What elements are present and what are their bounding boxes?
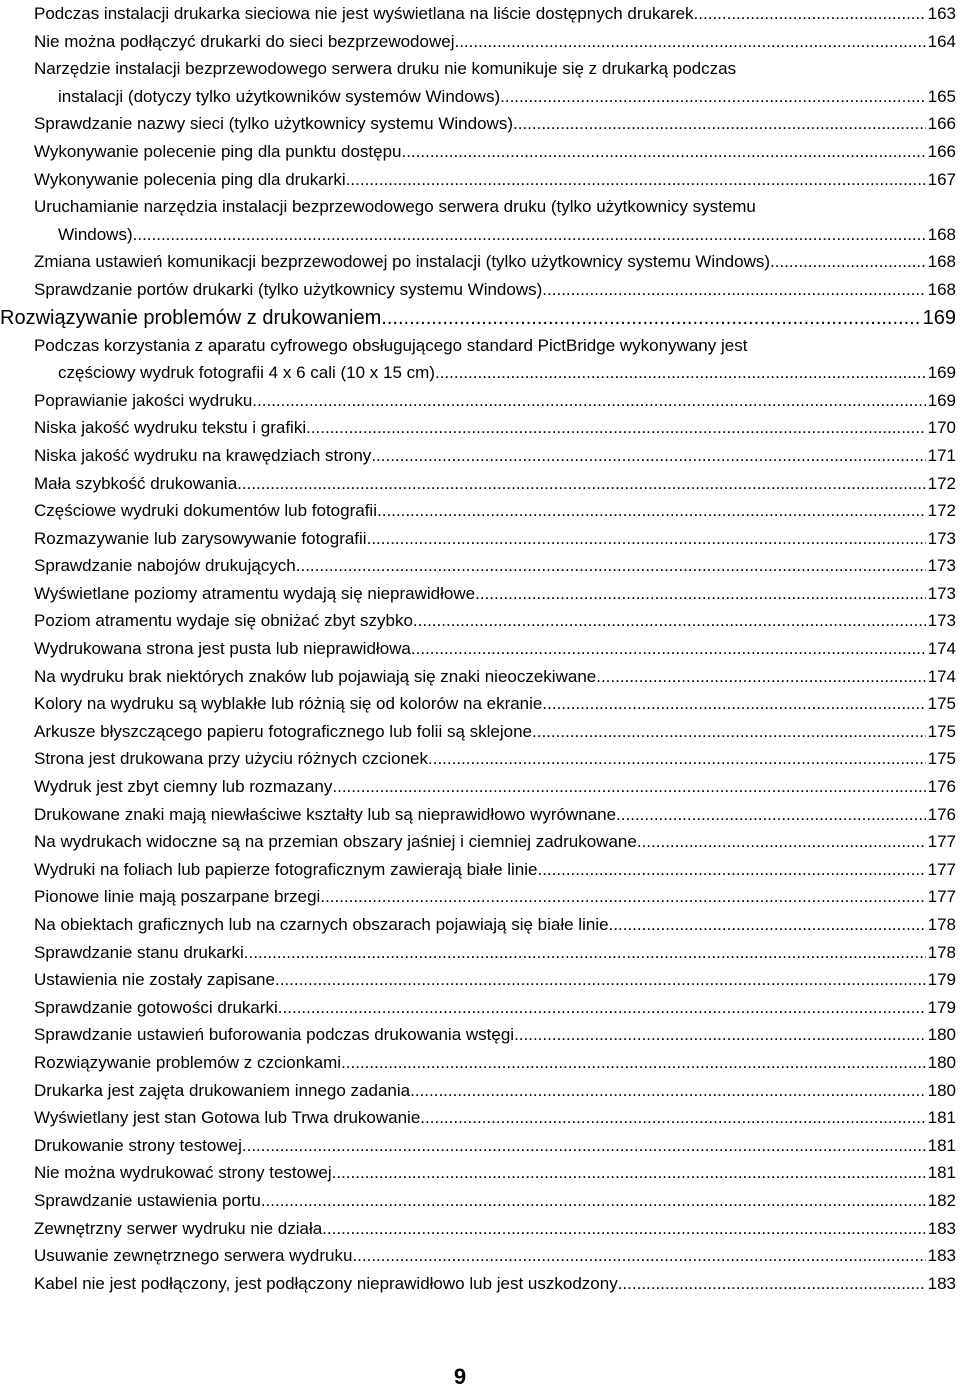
toc-entry-title: Pionowe linie mają poszarpane brzegi xyxy=(34,887,321,907)
toc-entry[interactable] xyxy=(0,166,960,194)
toc-entry[interactable] xyxy=(0,1215,960,1243)
toc-page-number: 164 xyxy=(927,31,956,51)
toc-entry-title: instalacji (dotyczy tylko użytkowników systemów Windows) xyxy=(58,86,501,106)
toc-entry-title: Wydruk jest zbyt ciemny lub rozmazany xyxy=(34,777,333,797)
dot-leader xyxy=(401,138,925,166)
toc-page-number: 181 xyxy=(927,1108,956,1128)
toc-page-number: 168 xyxy=(927,252,956,272)
toc-entry-title: Arkusze błyszczącego papieru fotograficznego lub folii są sklejone xyxy=(34,721,532,741)
toc-page-number: 183 xyxy=(927,1218,956,1238)
toc-page-number: 175 xyxy=(927,721,956,741)
dot-leader xyxy=(428,745,926,773)
toc-entry[interactable] xyxy=(0,635,960,663)
toc-entry-title: Nie można wydrukować strony testowej xyxy=(34,1163,332,1183)
toc-entry[interactable] xyxy=(0,470,960,498)
toc-entry[interactable] xyxy=(0,1104,960,1132)
toc-entry[interactable] xyxy=(0,525,960,553)
dot-leader xyxy=(513,110,926,138)
toc-entry[interactable] xyxy=(0,856,960,884)
toc-page-number: 177 xyxy=(927,887,956,907)
dot-leader xyxy=(278,994,926,1022)
toc-entry-title: Sprawdzanie nabojów drukujących xyxy=(34,556,296,576)
toc-page-number: 169 xyxy=(927,363,956,383)
toc-entry-title: Wykonywanie polecenie ping dla punktu dostępu xyxy=(34,141,402,161)
toc-page-number: 177 xyxy=(927,859,956,879)
dot-leader xyxy=(532,718,926,746)
toc-entry-title: Drukowanie strony testowej xyxy=(34,1135,242,1155)
toc-page-number: 181 xyxy=(927,1163,956,1183)
toc-entry[interactable] xyxy=(0,801,960,829)
toc-page-number: 170 xyxy=(927,418,956,438)
toc-entry-title: Sprawdzanie ustawień buforowania podczas drukowania wstęgi xyxy=(34,1025,515,1045)
toc-page-number: 163 xyxy=(927,4,956,23)
toc-entry[interactable] xyxy=(0,332,960,387)
toc-page-number: 176 xyxy=(927,777,956,797)
dot-leader xyxy=(537,856,925,884)
toc-entry[interactable] xyxy=(0,1187,960,1215)
dot-leader xyxy=(252,387,925,415)
toc-entry-title: Zmiana ustawień komunikacji bezprzewodowej po instalacji (tylko użytkownicy systemu Windows) xyxy=(34,252,771,272)
toc-entry-title: Niska jakość wydruku tekstu i grafiki xyxy=(34,418,307,438)
dot-leader xyxy=(371,442,925,470)
dot-leader xyxy=(435,359,926,387)
toc-entry[interactable] xyxy=(0,414,960,442)
dot-leader xyxy=(237,470,925,498)
toc-entry[interactable] xyxy=(0,28,960,56)
toc-page-number: 183 xyxy=(927,1246,956,1266)
toc-entry-title: Ustawienia nie zostały zapisane xyxy=(34,970,275,990)
toc-page-number: 173 xyxy=(927,611,956,631)
page-number: 9 xyxy=(453,1364,467,1389)
toc-page-number: 181 xyxy=(927,1135,956,1155)
toc-page-number: 182 xyxy=(927,1190,956,1210)
toc-entry-title: Drukowane znaki mają niewłaściwe kształty lub są nieprawidłowo wyrównane xyxy=(34,804,617,824)
toc-entry[interactable] xyxy=(0,773,960,801)
dot-leader xyxy=(242,1132,926,1160)
toc-entry-title: Rozwiązywanie problemów z czcionkami xyxy=(34,1052,342,1072)
toc-entry[interactable] xyxy=(0,442,960,470)
dot-leader xyxy=(332,1159,926,1187)
toc-entry-title: Sprawdzanie portów drukarki (tylko użytkownicy systemu Windows) xyxy=(34,279,543,299)
toc-entry-title: Kabel nie jest podłączony, jest podłączony nieprawidłowo lub jest uszkodzony xyxy=(34,1273,618,1293)
toc-entry[interactable] xyxy=(0,994,960,1022)
dot-leader xyxy=(616,801,926,829)
toc-entry-title: Wyświetlany jest stan Gotowa lub Trwa drukowanie xyxy=(34,1108,421,1128)
toc-page-number: 179 xyxy=(927,970,956,990)
toc-entry[interactable] xyxy=(0,1159,960,1187)
dot-leader xyxy=(367,525,926,553)
toc-section-heading[interactable] xyxy=(0,304,960,332)
dot-leader xyxy=(410,1077,926,1105)
dot-leader xyxy=(261,1187,926,1215)
dot-leader xyxy=(377,497,926,525)
toc-entry[interactable] xyxy=(0,1132,960,1160)
dot-leader xyxy=(275,966,926,994)
dot-leader xyxy=(542,690,925,718)
toc-entry-title: Nie można podłączyć drukarki do sieci bezprzewodowej. xyxy=(34,31,460,51)
toc-entry-title: Strona jest drukowana przy użyciu różnych czcionek xyxy=(34,749,429,769)
toc-page-number: 180 xyxy=(927,1080,956,1100)
dot-leader xyxy=(500,83,926,111)
dot-leader xyxy=(332,773,925,801)
toc-entry[interactable] xyxy=(0,745,960,773)
toc-page-number: 172 xyxy=(927,473,956,493)
toc-page-number: 180 xyxy=(927,1025,956,1045)
toc-page-number: 180 xyxy=(927,1052,956,1072)
toc-entry-title: Uruchamianie narzędzia instalacji bezprzewodowego serwera druku (tylko użytkownicy systemu xyxy=(34,197,756,217)
toc-page-number: 168 xyxy=(927,224,956,244)
toc-entry[interactable] xyxy=(0,1049,960,1077)
toc-page-number: 177 xyxy=(927,832,956,852)
toc-page-number: 166 xyxy=(927,114,956,134)
toc-page-number: 173 xyxy=(927,583,956,603)
toc-entry-title: Na obiektach graficznych lub na czarnych obszarach pojawiają się białe linie xyxy=(34,915,609,934)
dot-leader xyxy=(609,911,926,939)
toc-entry-title: Sprawdzanie nazwy sieci (tylko użytkownicy systemu Windows) xyxy=(34,114,513,134)
dot-leader xyxy=(411,635,926,663)
toc-entry[interactable] xyxy=(0,276,960,304)
toc-entry-title: Rozmazywanie lub zarysowywanie fotografii xyxy=(34,528,367,548)
toc-entry-title: Wydrukowana strona jest pusta lub nieprawidłowa xyxy=(34,639,411,659)
toc-page-number: 178 xyxy=(927,915,956,934)
toc-entry-title: Sprawdzanie gotowości drukarki xyxy=(34,997,278,1017)
dot-leader xyxy=(618,1270,926,1298)
toc-entry-title: Poprawianie jakości wydruku xyxy=(34,390,253,410)
toc-entry-title: Wyświetlane poziomy atramentu wydają się nieprawidłowe xyxy=(34,583,476,603)
toc-page-number: 166 xyxy=(927,141,956,161)
toc-page-number: 174 xyxy=(927,666,956,686)
toc-entry-title: Usuwanie zewnętrznego serwera wydruku xyxy=(34,1246,353,1266)
toc-entry[interactable] xyxy=(0,193,960,248)
dot-leader xyxy=(296,552,926,580)
toc-entry-title: Sprawdzanie ustawienia portu xyxy=(34,1190,261,1210)
dot-leader xyxy=(637,828,926,856)
toc-entry-title: Rozwiązywanie problemów z drukowaniem xyxy=(0,306,382,329)
dot-leader xyxy=(601,663,926,691)
toc-entry-title: Podczas korzystania z aparatu cyfrowego obsługującego standard PictBridge wykonywany jest xyxy=(34,335,748,355)
dot-leader xyxy=(341,1049,926,1077)
toc-entry[interactable] xyxy=(0,1021,960,1049)
dot-leader xyxy=(133,221,926,249)
dot-leader xyxy=(542,276,925,304)
toc-page-number: 173 xyxy=(927,556,956,576)
toc-entry[interactable] xyxy=(0,552,960,580)
toc-entry[interactable] xyxy=(0,883,960,911)
dot-leader xyxy=(418,607,926,635)
toc-page-number: 175 xyxy=(927,749,956,769)
dot-leader xyxy=(381,304,920,332)
toc-page-number: 178 xyxy=(927,942,956,962)
toc-entry-title: Częściowe wydruki dokumentów lub fotografii xyxy=(34,501,377,521)
toc-entry-title: Mała szybkość drukowania xyxy=(34,473,238,493)
toc-page-number: 169 xyxy=(922,306,956,329)
toc-entry-title: Wykonywanie polecenia ping dla drukarki xyxy=(34,169,346,189)
toc-entry[interactable] xyxy=(0,966,960,994)
toc-entry-title: Drukarka jest zajęta drukowaniem innego zadania xyxy=(34,1080,411,1100)
toc-entry-title: Poziom atramentu wydaje się obniżać zbyt szybko. xyxy=(34,611,418,631)
toc-entry-title: Sprawdzanie stanu drukarki xyxy=(34,942,244,962)
toc-entry[interactable] xyxy=(0,663,960,691)
toc-page-number: 167 xyxy=(927,169,956,189)
dot-leader xyxy=(244,939,926,967)
toc-page-number: 183 xyxy=(927,1273,956,1293)
dot-leader xyxy=(322,1215,925,1243)
toc-page-number: 179 xyxy=(927,997,956,1017)
toc-entry[interactable] xyxy=(0,1077,960,1105)
toc-entry-title: częściowy wydruk fotografii 4 x 6 cali (10 x 15 cm) xyxy=(58,363,435,383)
toc-entry[interactable] xyxy=(0,248,960,276)
toc-page-number: 171 xyxy=(927,445,956,465)
toc-entry[interactable] xyxy=(0,911,960,939)
toc-page-number: 169 xyxy=(927,390,956,410)
toc-entry[interactable] xyxy=(0,387,960,415)
toc-entry[interactable] xyxy=(0,828,960,856)
toc-page-number: 168 xyxy=(927,279,956,299)
toc-page-number: 172 xyxy=(927,501,956,521)
toc-entry[interactable] xyxy=(0,55,960,110)
toc-entry-title: Narzędzie instalacji bezprzewodowego serwera druku nie komunikuje się z drukarką podczas xyxy=(34,59,737,79)
toc-entry-title: Windows) xyxy=(58,224,133,244)
dot-leader xyxy=(420,1104,925,1132)
toc-entry[interactable] xyxy=(0,110,960,138)
toc-entry[interactable] xyxy=(0,607,960,635)
toc-entry-title: Zewnętrzny serwer wydruku nie działa xyxy=(34,1218,323,1238)
dot-leader xyxy=(306,414,926,442)
dot-leader xyxy=(459,28,925,56)
toc-page-number: 165 xyxy=(927,86,956,106)
toc-page-number: 173 xyxy=(927,528,956,548)
toc-entry-title: Podczas instalacji drukarka sieciowa nie jest wyświetlana na liście dostępnych drukarek xyxy=(34,4,694,23)
toc-entry[interactable] xyxy=(0,1270,960,1298)
toc-entry[interactable] xyxy=(0,690,960,718)
dot-leader xyxy=(320,883,925,911)
dot-leader xyxy=(475,580,926,608)
dot-leader xyxy=(694,0,926,28)
dot-leader xyxy=(514,1021,926,1049)
toc-entry[interactable] xyxy=(0,580,960,608)
toc-entry-title: Kolory na wydruku są wyblakłe lub różnią się od kolorów na ekranie xyxy=(34,694,543,714)
toc-entry-title: Na wydruku brak niektórych znaków lub pojawiają się znaki nieoczekiwane. xyxy=(34,666,601,686)
toc-entry[interactable] xyxy=(0,0,960,28)
toc-page-number: 174 xyxy=(927,639,956,659)
toc-entry-title: Niska jakość wydruku na krawędziach strony xyxy=(34,445,372,465)
toc-page-number: 176 xyxy=(927,804,956,824)
toc-entry[interactable] xyxy=(0,497,960,525)
toc-entry-title: Na wydrukach widoczne są na przemian obszary jaśniej i ciemniej zadrukowane xyxy=(34,832,637,852)
toc-entry[interactable] xyxy=(0,718,960,746)
dot-leader xyxy=(770,248,926,276)
toc-entry[interactable] xyxy=(0,939,960,967)
toc-entry-title: Wydruki na foliach lub papierze fotograficznym zawierają białe linie xyxy=(34,859,538,879)
toc-entry[interactable] xyxy=(0,1242,960,1270)
dot-leader xyxy=(346,166,926,194)
toc-entry[interactable] xyxy=(0,138,960,166)
toc-page-number: 175 xyxy=(927,694,956,714)
dot-leader xyxy=(352,1242,925,1270)
